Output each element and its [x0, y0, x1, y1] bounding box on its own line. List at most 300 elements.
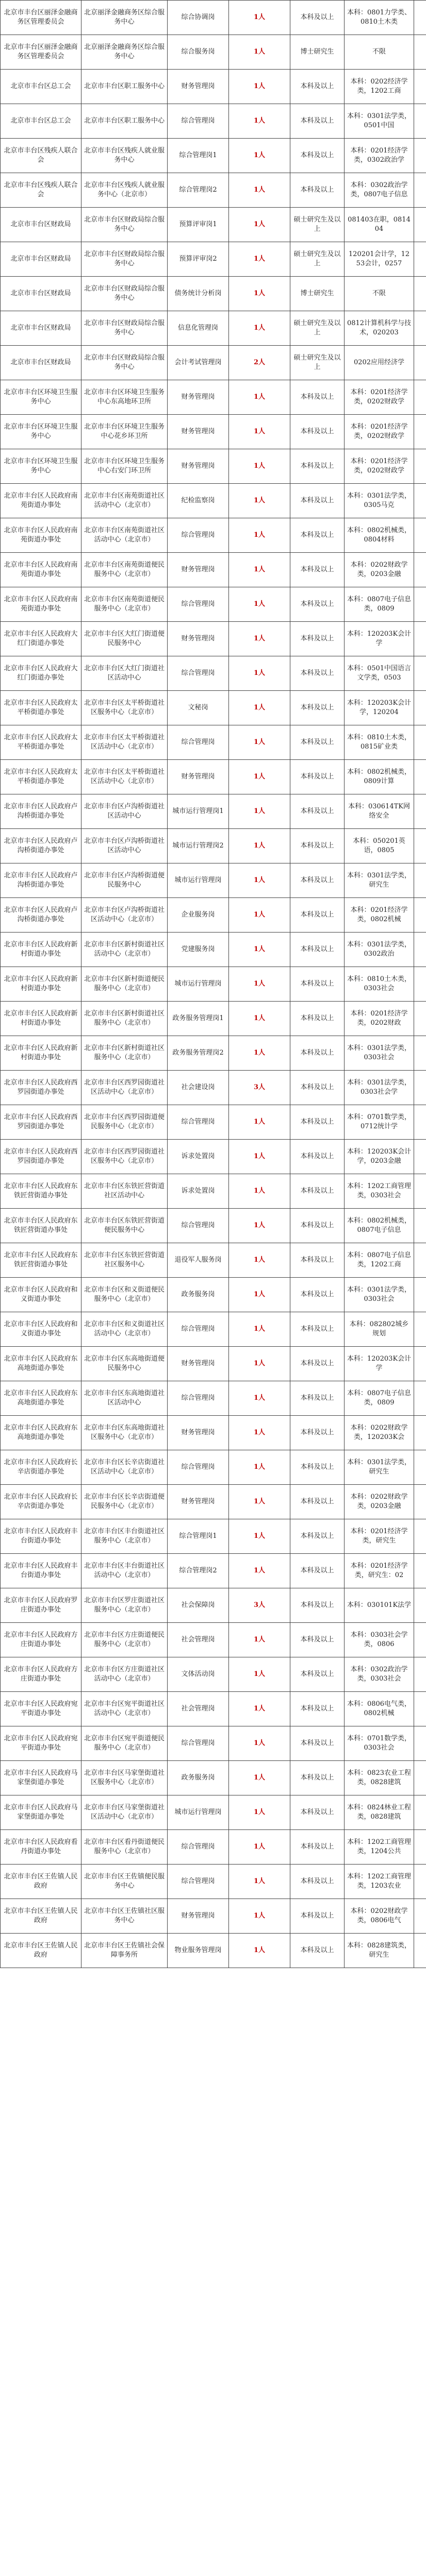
position-cell: 政务服务管理岗2	[168, 1036, 229, 1071]
unit-cell: 北京市丰台区南苑街道便民服务中心（北京市）	[81, 587, 168, 622]
note-cell	[414, 35, 426, 70]
unit-cell: 北京市丰台区和义街道便民服务中心（北京市）	[81, 1278, 168, 1312]
position-cell: 政务服务岗	[168, 1761, 229, 1795]
unit-cell: 北京市丰台区太平桥街道社区活动中心（北京市）	[81, 760, 168, 794]
table-row	[1, 311, 426, 346]
major-cell: 本科：0810土木类，0303社会	[345, 967, 414, 1002]
note-cell	[414, 277, 426, 311]
education-cell: 本科及以上	[290, 1554, 345, 1588]
unit-cell: 北京市丰台区和义街道社区活动中心（北京市）	[81, 1312, 168, 1347]
headcount-cell: 1人	[229, 967, 290, 1002]
table-row	[1, 415, 426, 449]
position-cell: 综合管理岗1	[168, 1519, 229, 1554]
unit-cell: 北京市丰台区西罗园街道社区服务中心（北京市）	[81, 1140, 168, 1174]
note-cell	[414, 208, 426, 242]
note-cell	[414, 553, 426, 587]
position-cell: 财务管理岗	[168, 380, 229, 415]
headcount-cell: 1人	[229, 104, 290, 139]
unit-cell: 北京市丰台区西罗园街道社区活动中心（北京市）	[81, 1071, 168, 1105]
department-cell: 北京市丰台区人民政府东高地街道办事处	[1, 1416, 81, 1450]
department-cell: 北京市丰台区人民政府马家堡街道办事处	[1, 1761, 81, 1795]
note-cell	[414, 898, 426, 933]
table-row	[1, 587, 426, 622]
table-row	[1, 1209, 426, 1243]
department-cell: 北京市丰台区人民政府新村街道办事处	[1, 967, 81, 1002]
table-body	[1, 1, 426, 1968]
headcount-cell: 1人	[229, 1, 290, 35]
unit-cell: 北京市丰台区马家堡街道社区服务中心（北京市）	[81, 1761, 168, 1795]
education-cell: 本科及以上	[290, 1865, 345, 1899]
unit-cell: 北京市丰台区王佐镇便民服务中心	[81, 1865, 168, 1899]
education-cell: 本科及以上	[290, 1140, 345, 1174]
department-cell: 北京市丰台区人民政府东铁匠营街道办事处	[1, 1174, 81, 1209]
headcount-cell: 1人	[229, 70, 290, 104]
department-cell: 北京市丰台区丽泽金融商务区管理委员会	[1, 1, 81, 35]
education-cell: 本科及以上	[290, 553, 345, 587]
education-cell: 本科及以上	[290, 622, 345, 656]
major-cell: 本科：0201经济学类，0302政治学	[345, 139, 414, 173]
note-cell	[414, 794, 426, 829]
department-cell: 北京市丰台区人民政府和义街道办事处	[1, 1278, 81, 1312]
table-row	[1, 1312, 426, 1347]
headcount-cell: 1人	[229, 1830, 290, 1865]
unit-cell: 北京市丰台区财政局综合服务中心	[81, 208, 168, 242]
major-cell: 本科：0301法学类，0302政治	[345, 933, 414, 967]
position-cell: 文秘岗	[168, 691, 229, 725]
unit-cell: 北京市丰台区南苑街道社区活动中心（北京市）	[81, 484, 168, 518]
position-cell: 综合管理岗	[168, 1865, 229, 1899]
note-cell	[414, 1588, 426, 1623]
headcount-cell: 1人	[229, 760, 290, 794]
unit-cell: 北京市丰台区东铁匠营街道社区活动中心	[81, 1174, 168, 1209]
headcount-cell: 1人	[229, 415, 290, 449]
note-cell	[414, 1278, 426, 1312]
education-cell: 本科及以上	[290, 1830, 345, 1865]
department-cell: 北京市丰台区财政局	[1, 242, 81, 277]
major-cell: 本科：082802城乡规划	[345, 1312, 414, 1347]
position-cell: 财务管理岗	[168, 1485, 229, 1519]
position-cell: 综合管理岗	[168, 656, 229, 691]
major-cell: 本科：0807电子信息类，0809	[345, 1381, 414, 1416]
department-cell: 北京市丰台区人民政府南苑街道办事处	[1, 518, 81, 553]
position-cell: 社会保障岗	[168, 1588, 229, 1623]
unit-cell: 北京市丰台区太平桥街道社区服务中心（北京市）	[81, 691, 168, 725]
position-cell: 财务管理岗	[168, 760, 229, 794]
major-cell: 本科：0201经济学类，0202财政学	[345, 415, 414, 449]
table-row	[1, 760, 426, 794]
position-cell: 政务服务管理岗1	[168, 1002, 229, 1036]
table-row	[1, 277, 426, 311]
education-cell: 硕士研究生及以上	[290, 242, 345, 277]
education-cell: 本科及以上	[290, 484, 345, 518]
headcount-cell: 1人	[229, 380, 290, 415]
headcount-cell: 1人	[229, 1899, 290, 1934]
note-cell	[414, 1209, 426, 1243]
note-cell	[414, 70, 426, 104]
note-cell	[414, 1795, 426, 1830]
department-cell: 北京市丰台区人民政府西罗园街道办事处	[1, 1105, 81, 1140]
note-cell	[414, 380, 426, 415]
department-cell: 北京市丰台区人民政府南苑街道办事处	[1, 587, 81, 622]
unit-cell: 北京市丰台区新村街道便民服务中心（北京市）	[81, 967, 168, 1002]
note-cell	[414, 139, 426, 173]
table-row	[1, 1278, 426, 1312]
table-row	[1, 1416, 426, 1450]
position-cell: 社会管理岗	[168, 1623, 229, 1657]
headcount-cell: 1人	[229, 1105, 290, 1140]
table-row	[1, 1, 426, 35]
note-cell	[414, 1416, 426, 1450]
major-cell: 本科：0202财政学类，120203K会	[345, 1416, 414, 1450]
headcount-cell: 1人	[229, 725, 290, 760]
position-cell: 城市运行管理岗1	[168, 794, 229, 829]
unit-cell: 北京丽泽金融商务区综合服务中心	[81, 1, 168, 35]
education-cell: 本科及以上	[290, 656, 345, 691]
note-cell	[414, 1, 426, 35]
position-cell: 财务管理岗	[168, 70, 229, 104]
table-row	[1, 208, 426, 242]
unit-cell: 北京市丰台区财政局综合服务中心	[81, 311, 168, 346]
note-cell	[414, 104, 426, 139]
headcount-cell: 1人	[229, 484, 290, 518]
note-cell	[414, 1899, 426, 1934]
major-cell: 本科：0802机械类，0804材料	[345, 518, 414, 553]
department-cell: 北京市丰台区人民政府方庄街道办事处	[1, 1657, 81, 1692]
headcount-cell: 1人	[229, 277, 290, 311]
note-cell	[414, 1174, 426, 1209]
unit-cell: 北京市丰台区财政局综合服务中心	[81, 277, 168, 311]
education-cell: 本科及以上	[290, 760, 345, 794]
unit-cell: 北京市丰台区南苑街道社区活动中心（北京市）	[81, 518, 168, 553]
department-cell: 北京市丰台区丽泽金融商务区管理委员会	[1, 35, 81, 70]
education-cell: 本科及以上	[290, 1899, 345, 1934]
major-cell: 本科：0201经济学类，0202财政学	[345, 449, 414, 484]
position-cell: 综合管理岗2	[168, 1554, 229, 1588]
note-cell	[414, 1036, 426, 1071]
unit-cell: 北京市丰台区卢沟桥街道便民服务中心	[81, 863, 168, 898]
major-cell: 本科：120203K会计学	[345, 622, 414, 656]
table-row	[1, 1554, 426, 1588]
note-cell	[414, 1865, 426, 1899]
headcount-cell: 1人	[229, 898, 290, 933]
headcount-cell: 1人	[229, 829, 290, 863]
headcount-cell: 1人	[229, 1347, 290, 1381]
position-cell: 财务管理岗	[168, 1899, 229, 1934]
headcount-cell: 1人	[229, 1726, 290, 1761]
education-cell: 本科及以上	[290, 1036, 345, 1071]
major-cell: 0202应用经济学	[345, 346, 414, 380]
note-cell	[414, 1071, 426, 1105]
table-row	[1, 691, 426, 725]
department-cell: 北京市丰台区人民政府和义街道办事处	[1, 1312, 81, 1347]
education-cell: 本科及以上	[290, 794, 345, 829]
table-row	[1, 1934, 426, 1968]
department-cell: 北京市丰台区人民政府看丹街道办事处	[1, 1830, 81, 1865]
education-cell: 本科及以上	[290, 1243, 345, 1278]
note-cell	[414, 863, 426, 898]
education-cell: 本科及以上	[290, 1002, 345, 1036]
position-cell: 综合管理岗	[168, 1312, 229, 1347]
position-cell: 社会管理岗	[168, 1692, 229, 1726]
unit-cell: 北京市丰台区新村街道社区服务中心（北京市）	[81, 1002, 168, 1036]
position-cell: 综合管理岗	[168, 1381, 229, 1416]
unit-cell: 北京市丰台区太平桥街道社区活动中心（北京市）	[81, 725, 168, 760]
department-cell: 北京市丰台区人民政府东高地街道办事处	[1, 1381, 81, 1416]
unit-cell: 北京市丰台区环境卫生服务中心花乡环卫所	[81, 415, 168, 449]
note-cell	[414, 242, 426, 277]
position-cell: 财务管理岗	[168, 415, 229, 449]
unit-cell: 北京市丰台区看丹街道便民服务中心（北京市）	[81, 1830, 168, 1865]
education-cell: 本科及以上	[290, 725, 345, 760]
education-cell: 硕士研究生及以上	[290, 208, 345, 242]
headcount-cell: 1人	[229, 1865, 290, 1899]
major-cell: 本科：0201经济学类，研究生	[345, 1519, 414, 1554]
major-cell: 本科：0823农业工程类，0828建筑	[345, 1761, 414, 1795]
position-cell: 政务服务岗	[168, 1278, 229, 1312]
department-cell: 北京市丰台区人民政府卢沟桥街道办事处	[1, 829, 81, 863]
position-cell: 综合管理岗	[168, 1105, 229, 1140]
education-cell: 本科及以上	[290, 1726, 345, 1761]
table-row	[1, 622, 426, 656]
education-cell: 本科及以上	[290, 1934, 345, 1968]
unit-cell: 北京市丰台区大红门街道便民服务中心	[81, 622, 168, 656]
position-cell: 城市运行管理岗	[168, 863, 229, 898]
note-cell	[414, 1381, 426, 1416]
unit-cell: 北京市丰台区马家堡街道社区活动中心（北京市）	[81, 1795, 168, 1830]
major-cell: 本科：0301法学类，0501中国	[345, 104, 414, 139]
note-cell	[414, 311, 426, 346]
department-cell: 北京市丰台区财政局	[1, 346, 81, 380]
position-cell: 财务管理岗	[168, 1347, 229, 1381]
department-cell: 北京市丰台区人民政府南苑街道办事处	[1, 484, 81, 518]
department-cell: 北京市丰台区人民政府东铁匠营街道办事处	[1, 1243, 81, 1278]
education-cell: 本科及以上	[290, 691, 345, 725]
headcount-cell: 1人	[229, 518, 290, 553]
unit-cell: 北京市丰台区长辛店街道便民服务中心（北京市）	[81, 1485, 168, 1519]
table-row	[1, 1657, 426, 1692]
major-cell: 本科：0301法学类，研究生	[345, 1450, 414, 1485]
unit-cell: 北京市丰台区环境卫生服务中心右安门环卫所	[81, 449, 168, 484]
major-cell: 本科：0202财政学类，0203金融	[345, 553, 414, 587]
major-cell: 本科：0202财政学类，0203金融	[345, 1485, 414, 1519]
major-cell: 本科：0802机械类，0809计算	[345, 760, 414, 794]
education-cell: 本科及以上	[290, 1761, 345, 1795]
education-cell: 博士研究生	[290, 277, 345, 311]
department-cell: 北京市丰台区人民政府西罗园街道办事处	[1, 1140, 81, 1174]
unit-cell: 北京市丰台区职工服务中心	[81, 104, 168, 139]
note-cell	[414, 1140, 426, 1174]
table-row	[1, 967, 426, 1002]
table-row	[1, 1140, 426, 1174]
table-row	[1, 1105, 426, 1140]
headcount-cell: 1人	[229, 1381, 290, 1416]
position-cell: 财务管理岗	[168, 1416, 229, 1450]
table-row	[1, 518, 426, 553]
position-cell: 物业服务管理岗	[168, 1934, 229, 1968]
education-cell: 本科及以上	[290, 829, 345, 863]
position-cell: 会计考试管理岗	[168, 346, 229, 380]
education-cell: 本科及以上	[290, 1, 345, 35]
department-cell: 北京市丰台区残疾人联合会	[1, 173, 81, 208]
note-cell	[414, 1726, 426, 1761]
note-cell	[414, 967, 426, 1002]
position-cell: 综合服务岗	[168, 35, 229, 70]
major-cell: 本科：0824林业工程类，0828建筑	[345, 1795, 414, 1830]
unit-cell: 北京市丰台区丰台街道社区服务中心（北京市）	[81, 1519, 168, 1554]
note-cell	[414, 622, 426, 656]
position-cell: 预算评审岗1	[168, 208, 229, 242]
major-cell: 本科：0802机械类，0807电子信息	[345, 1209, 414, 1243]
department-cell: 北京市丰台区人民政府东高地街道办事处	[1, 1347, 81, 1381]
education-cell: 硕士研究生及以上	[290, 311, 345, 346]
major-cell: 本科：0201经济学类，0202财政学	[345, 380, 414, 415]
education-cell: 本科及以上	[290, 1588, 345, 1623]
major-cell: 本科：0202经济学类，1202工商	[345, 70, 414, 104]
table-row	[1, 1243, 426, 1278]
headcount-cell: 1人	[229, 1519, 290, 1554]
position-cell: 诉求处置岗	[168, 1140, 229, 1174]
education-cell: 本科及以上	[290, 1312, 345, 1347]
department-cell: 北京市丰台区总工会	[1, 70, 81, 104]
table-row	[1, 656, 426, 691]
education-cell: 本科及以上	[290, 1519, 345, 1554]
education-cell: 本科及以上	[290, 1071, 345, 1105]
table-row	[1, 553, 426, 587]
headcount-cell: 1人	[229, 1036, 290, 1071]
department-cell: 北京市丰台区人民政府大红门街道办事处	[1, 656, 81, 691]
department-cell: 北京市丰台区财政局	[1, 208, 81, 242]
education-cell: 本科及以上	[290, 1174, 345, 1209]
major-cell: 本科：0807电子信息类，0809	[345, 587, 414, 622]
education-cell: 本科及以上	[290, 863, 345, 898]
unit-cell: 北京市丰台区财政局综合服务中心	[81, 242, 168, 277]
unit-cell: 北京市丰台区卢沟桥街道社区活动中心	[81, 829, 168, 863]
major-cell: 本科：0201经济学类，0802机械	[345, 898, 414, 933]
position-cell: 综合管理岗1	[168, 139, 229, 173]
position-cell: 综合管理岗	[168, 104, 229, 139]
note-cell	[414, 1312, 426, 1347]
table-row	[1, 1692, 426, 1726]
position-cell: 综合管理岗	[168, 725, 229, 760]
department-cell: 北京市丰台区环境卫生服务中心	[1, 380, 81, 415]
unit-cell: 北京市丰台区王佐镇社会保障事务所	[81, 1934, 168, 1968]
department-cell: 北京市丰台区人民政府新村街道办事处	[1, 933, 81, 967]
department-cell: 北京市丰台区人民政府马家堡街道办事处	[1, 1795, 81, 1830]
department-cell: 北京市丰台区王佐镇人民政府	[1, 1934, 81, 1968]
unit-cell: 北京市丰台区王佐镇社区服务中心	[81, 1899, 168, 1934]
unit-cell: 北京市丰台区环境卫生服务中心东高地环卫所	[81, 380, 168, 415]
education-cell: 本科及以上	[290, 1623, 345, 1657]
note-cell	[414, 1761, 426, 1795]
major-cell: 本科：1202工商管理类，1203农业	[345, 1865, 414, 1899]
unit-cell: 北京市丰台区东高地街道社区服务中心（北京市）	[81, 1416, 168, 1450]
position-cell: 综合管理岗	[168, 1450, 229, 1485]
major-cell: 本科：0810土木类，0815矿业类	[345, 725, 414, 760]
department-cell: 北京市丰台区人民政府西罗园街道办事处	[1, 1071, 81, 1105]
headcount-cell: 1人	[229, 1243, 290, 1278]
major-cell: 本科：030101K法学	[345, 1588, 414, 1623]
table-row	[1, 933, 426, 967]
table-row	[1, 1865, 426, 1899]
headcount-cell: 1人	[229, 656, 290, 691]
education-cell: 本科及以上	[290, 933, 345, 967]
major-cell: 本科：0807电子信息类，1202工商	[345, 1243, 414, 1278]
headcount-cell: 1人	[229, 933, 290, 967]
headcount-cell: 1人	[229, 691, 290, 725]
department-cell: 北京市丰台区王佐镇人民政府	[1, 1899, 81, 1934]
note-cell	[414, 587, 426, 622]
position-cell: 企业服务岗	[168, 898, 229, 933]
major-cell: 不限	[345, 35, 414, 70]
department-cell: 北京市丰台区王佐镇人民政府	[1, 1865, 81, 1899]
unit-cell: 北京市丰台区新村街道社区活动中心（北京市）	[81, 933, 168, 967]
position-cell: 信息化管理岗	[168, 311, 229, 346]
position-cell: 综合管理岗	[168, 587, 229, 622]
headcount-cell: 1人	[229, 1761, 290, 1795]
department-cell: 北京市丰台区财政局	[1, 277, 81, 311]
note-cell	[414, 1830, 426, 1865]
major-cell: 本科：0806电气类，0802机械	[345, 1692, 414, 1726]
major-cell: 本科：0828建筑类，研究生	[345, 1934, 414, 1968]
headcount-cell: 1人	[229, 1934, 290, 1968]
note-cell	[414, 691, 426, 725]
table-row	[1, 863, 426, 898]
headcount-cell: 1人	[229, 1002, 290, 1036]
headcount-cell: 1人	[229, 1554, 290, 1588]
major-cell: 本科：1202工商管理类，1204公共	[345, 1830, 414, 1865]
headcount-cell: 1人	[229, 1450, 290, 1485]
headcount-cell: 1人	[229, 1416, 290, 1450]
department-cell: 北京市丰台区环境卫生服务中心	[1, 415, 81, 449]
position-cell: 文体活动岗	[168, 1657, 229, 1692]
headcount-cell: 1人	[229, 139, 290, 173]
headcount-cell: 1人	[229, 1174, 290, 1209]
education-cell: 本科及以上	[290, 1347, 345, 1381]
education-cell: 本科及以上	[290, 1381, 345, 1416]
major-cell: 本科：0301法学类，研究生	[345, 863, 414, 898]
position-cell: 城市运行管理岗	[168, 967, 229, 1002]
education-cell: 本科及以上	[290, 1485, 345, 1519]
table-row	[1, 1347, 426, 1381]
table-row	[1, 725, 426, 760]
unit-cell: 北京市丰台区南苑街道便民服务中心（北京市）	[81, 553, 168, 587]
position-cell: 债务统计分析岗	[168, 277, 229, 311]
department-cell: 北京市丰台区人民政府太平桥街道办事处	[1, 760, 81, 794]
note-cell	[414, 760, 426, 794]
note-cell	[414, 1347, 426, 1381]
major-cell: 本科：0801力学类、0810土木类	[345, 1, 414, 35]
education-cell: 本科及以上	[290, 1105, 345, 1140]
headcount-cell: 1人	[229, 311, 290, 346]
unit-cell: 北京市丰台区职工服务中心	[81, 70, 168, 104]
education-cell: 本科及以上	[290, 380, 345, 415]
headcount-cell: 1人	[229, 1692, 290, 1726]
headcount-cell: 1人	[229, 1209, 290, 1243]
table-row	[1, 1899, 426, 1934]
department-cell: 北京市丰台区人民政府大红门街道办事处	[1, 622, 81, 656]
unit-cell: 北京市丰台区大红门街道社区活动中心	[81, 656, 168, 691]
table-row	[1, 829, 426, 863]
note-cell	[414, 518, 426, 553]
department-cell: 北京市丰台区人民政府卢沟桥街道办事处	[1, 863, 81, 898]
headcount-cell: 1人	[229, 242, 290, 277]
note-cell	[414, 173, 426, 208]
education-cell: 本科及以上	[290, 173, 345, 208]
note-cell	[414, 1692, 426, 1726]
major-cell: 本科：0302政治学类，0303社会	[345, 1657, 414, 1692]
position-cell: 诉求处置岗	[168, 1174, 229, 1209]
department-cell: 北京市丰台区人民政府卢沟桥街道办事处	[1, 794, 81, 829]
